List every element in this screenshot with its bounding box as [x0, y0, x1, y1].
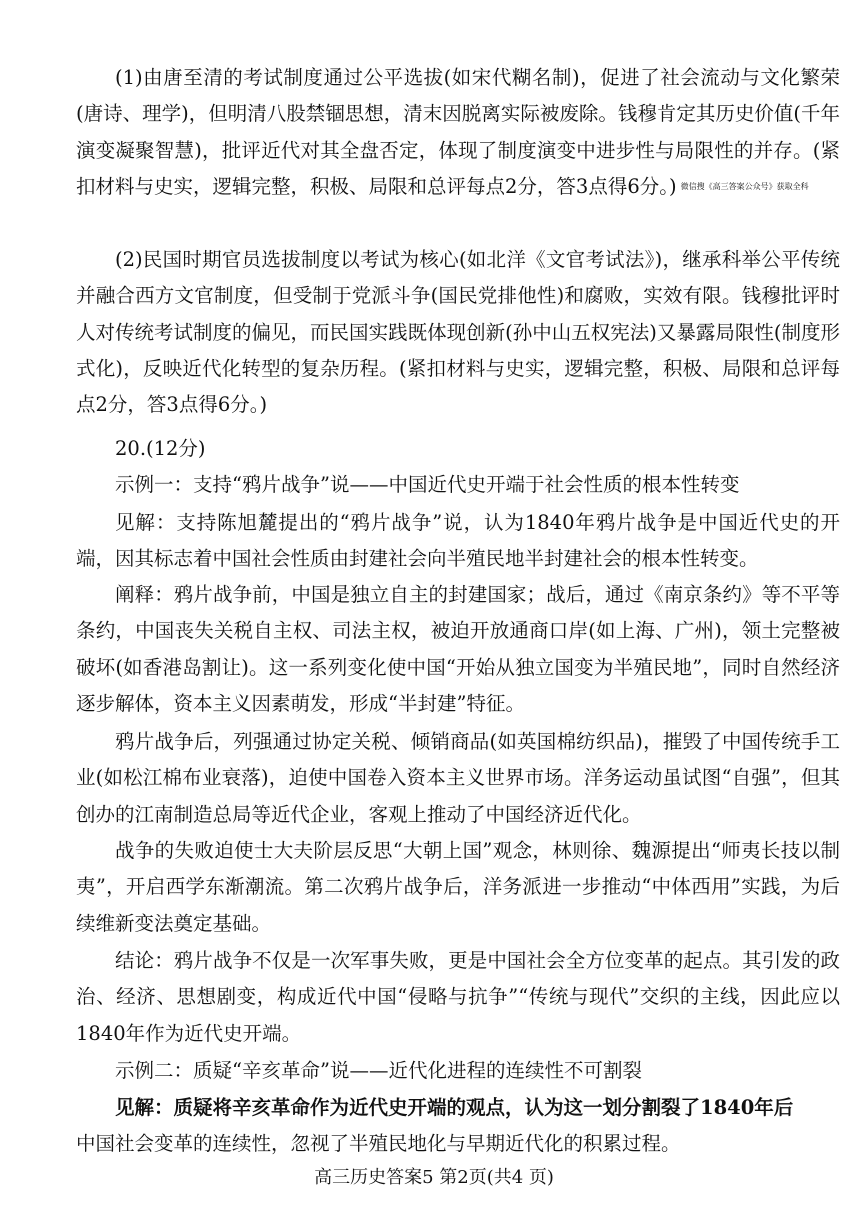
example-1-explanation: 阐释：鸦片战争前，中国是独立自主的封建国家；战后，通过《南京条约》等不平等条约，中国丧失关税自主权、司法主权，被迫开放通商口岸(如上海、广州)，领土完整被破坏(如香港岛割让)。这一系列变化使中国“开始从独立国变为半殖民地”，同时自然经济逐步解体，资本主义因素萌发，形成“半封建”特征。	[76, 583, 840, 715]
answer-part-1	[76, 60, 840, 206]
example-1-ideological: 战争的失败迫使士大夫阶层反思“大朝上国”观念，林则徐、魏源提出“师夷长技以制夷”，开启西学东渐潮流。第二次鸦片战争后，洋务派进一步推动“中体西用”实践，为后续维新变法奠定基础。	[76, 839, 840, 935]
example-1-view: 见解：支持陈旭麓提出的“鸦片战争”说，认为1840年鸦片战争是中国近代史的开端，因其标志着中国社会性质由封建社会向半殖民地半封建社会的根本性转变。	[76, 511, 840, 571]
example-1-economic: 鸦片战争后，列强通过协定关税、倾销商品(如英国棉纺织品)，摧毁了中国传统手工业(如松江棉布业衰落)，迫使中国卷入资本主义世界市场。洋务运动虽试图“自强”，但其创办的江南制造总局等近代企业，客观上推动了中国经济近代化。	[76, 730, 840, 826]
example-2-view-rest: 中国社会变革的连续性，忽视了半殖民地化与早期近代化的积累过程。	[76, 1132, 681, 1155]
page-footer: 高三历史答案5 第2页(共4 页)	[314, 1167, 554, 1188]
example-2-title: 示例二：质疑“辛亥革命”说——近代化进程的连续性不可割裂	[115, 1059, 642, 1082]
answer-part-2: (2)民国时期官员选拔制度以考试为核心(如北洋《文官考试法》)，继承科举公平传统并融合西方文官制度，但受制于党派斗争(国民党排他性)和腐败，实效有限。钱穆批评时人对传统考试制度的偏见，而民国实践既体现创新(孙中山五权宪法)又暴露局限性(制度形式化)，反映近代化转型的复杂历程。(紧扣材料与史实，逻辑完整，积极、局限和总评每点2分，答3点得6分。)	[76, 248, 840, 417]
question-20-heading: 20.(12分)	[115, 437, 206, 460]
wechat-note: 微信搜《高三答案公众号》获取全科	[680, 182, 809, 192]
example-1-conclusion: 结论：鸦片战争不仅是一次军事失败，更是中国社会全方位变革的起点。其引发的政治、经济、思想剧变，构成近代中国“侵略与抗争”“传统与现代”交织的主线，因此应以1840年作为近代史开端。	[76, 949, 840, 1045]
example-2-view-bold: 见解：质疑将辛亥革命作为近代史开端的观点，认为这一划分割裂了1840年后	[115, 1096, 794, 1119]
example-1-title: 示例一：支持“鸦片战争”说——中国近代史开端于社会性质的根本性转变	[115, 473, 740, 496]
answer-part-1-text: (1)由唐至清的考试制度通过公平选拔(如宋代糊名制)，促进了社会流动与文化繁荣(唐诗、理学)，但明清八股禁锢思想，清末因脱离实际被废除。钱穆肯定其历史价值(千年演变凝聚智慧)，批评近代对其全盘否定，体现了制度演变中进步性与局限性的并存。(紧扣材料与史实，逻辑完整，积极、局限和总评每点2分，答3点得6分。)	[76, 66, 840, 198]
